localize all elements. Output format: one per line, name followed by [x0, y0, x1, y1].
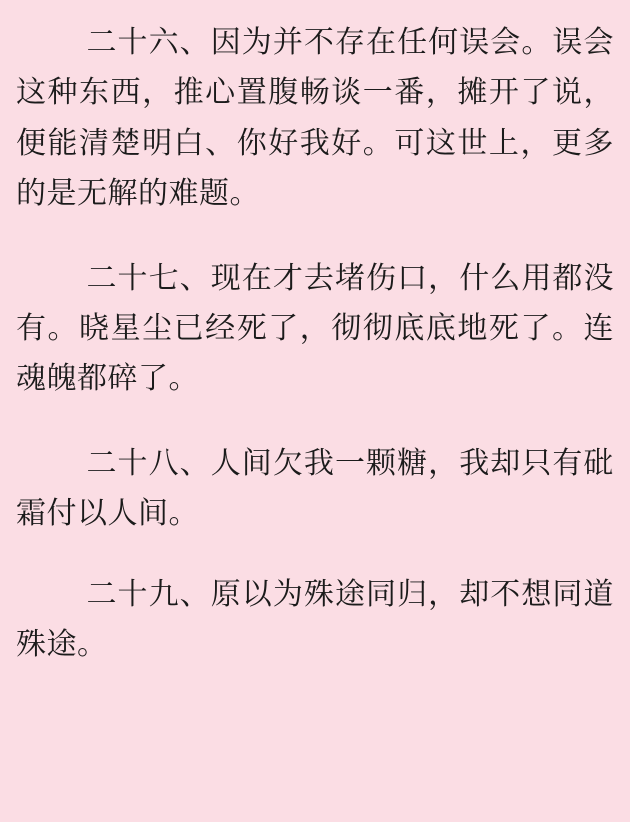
paragraph-28: 二十八、人间欠我一颗糖，我却只有砒霜付以人间。 [16, 445, 614, 532]
paragraph-26: 二十六、因为并不存在任何误会。误会这种东西，推心置腹畅谈一番，摊开了说，便能清楚明白、你好我好。可这世上，更多的是无解的难题。 [16, 25, 614, 212]
paragraph-27: 二十七、现在才去堵伤口，什么用都没有。晓星尘已经死了，彻彻底底地死了。连魂魄都碎了。 [16, 260, 614, 397]
paragraph-29: 二十九、原以为殊途同归，却不想同道殊途。 [16, 576, 614, 662]
document-text-body [16, 18, 614, 670]
